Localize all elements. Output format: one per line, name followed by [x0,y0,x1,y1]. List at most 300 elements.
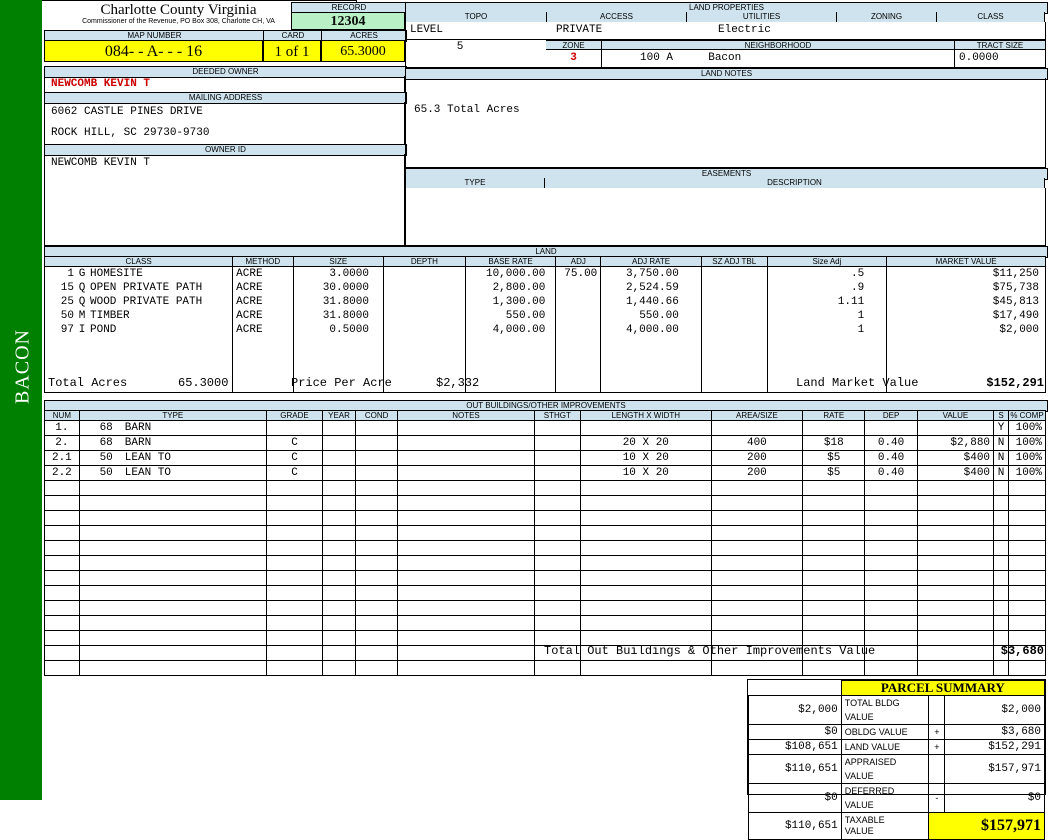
ob-row-blank [45,601,1046,616]
ob-year [323,466,356,481]
land-method: ACRE [233,281,293,295]
green-spine [0,0,42,800]
ob-blank [398,571,534,586]
ob-lxw: 20 X 20 [581,436,711,451]
ob-blank [398,586,534,601]
land-depth [383,295,465,309]
col-access: ACCESS [547,12,687,22]
ob-col-lxw: LENGTH X WIDTH [581,411,711,421]
land-row [45,267,1046,282]
ob-row-blank [45,511,1046,526]
land-adj-rate: 550.00 [601,309,702,323]
land-sz-adj-tbl [701,267,767,282]
ob-blank [917,586,993,601]
ob-blank [803,571,865,586]
ob-blank [711,541,803,556]
ob-total-value: $3,680 [1000,644,1044,658]
ob-blank [398,481,534,496]
ob-total-label: Total Out Buildings & Other Improvements Value [544,644,876,658]
ob-s: N [994,451,1009,466]
ob-blank [45,556,80,571]
ob-blank [266,571,322,586]
ob-row-blank [45,586,1046,601]
zone-columns [546,40,1046,50]
ob-blank [355,496,398,511]
ob-blank [266,556,322,571]
owner-id-header: OWNER ID [44,144,407,156]
land-size: 31.8000 [293,295,383,309]
ob-blank [581,556,711,571]
ob-type: 68 BARN [79,421,266,436]
land-depth [383,267,465,282]
ob-value: $2,880 [917,436,993,451]
ob-blank [917,601,993,616]
total-acres-value: 65.3000 [178,376,229,390]
ob-col-rate: RATE [803,411,865,421]
ob-blank [581,571,711,586]
land-row [45,309,1046,323]
ob-blank [1008,511,1045,526]
ob-blank [994,481,1009,496]
price-per-acre-label: Price Per Acre [291,376,392,390]
ob-type: 50 LEAN TO [79,466,266,481]
ob-blank [994,601,1009,616]
ob-blank [1008,496,1045,511]
map-number-header: MAP NUMBER [44,30,265,42]
ob-blank [266,526,322,541]
land-adj-rate: 1,440.66 [601,295,702,309]
land-method: ACRE [233,295,293,309]
ob-blank [917,661,993,676]
ob-grade [266,421,322,436]
ob-blank [865,586,918,601]
land-section-header: LAND [44,246,1048,258]
val-tract-size: 0.0000 [955,50,1046,68]
parcel-summary-row [749,725,1045,740]
ob-blank [355,511,398,526]
easements-columns [405,178,1046,188]
land-size: 31.8000 [293,309,383,323]
ob-blank [79,616,266,631]
land-table [44,256,1046,393]
ob-blank [994,541,1009,556]
ob-col-dep: DEP [865,411,918,421]
land-market-value-label: Land Market Value [796,376,919,390]
ob-blank [534,481,581,496]
owner-blank-area [44,172,405,246]
ob-blank [994,511,1009,526]
mailing-line-2: ROCK HILL, SC 29730-9730 [51,127,210,139]
ob-blank [711,601,803,616]
land-sz-adj-tbl [701,323,767,337]
land-size: 30.0000 [293,281,383,295]
val-utilities: Electric [718,24,771,36]
ps-right-value: $3,680 [945,725,1045,740]
ob-col-s: S [994,411,1009,421]
ob-blank [45,541,80,556]
ob-blank [994,571,1009,586]
col-zoning: ZONING [837,12,937,22]
parcel-summary-row [749,740,1045,755]
land-method: ACRE [233,323,293,337]
ob-row-blank [45,556,1046,571]
ob-blank [266,496,322,511]
land-row [45,323,1046,337]
ob-blank [45,586,80,601]
ob-row [45,421,1046,436]
parcel-summary-row [749,755,1045,784]
ob-blank [1008,541,1045,556]
ob-blank [323,586,356,601]
ob-blank [994,526,1009,541]
ob-blank [534,571,581,586]
ob-blank [865,526,918,541]
ob-blank [45,526,80,541]
ob-area: 200 [711,451,803,466]
ob-blank [79,661,266,676]
land-size-adj: .5 [767,267,887,282]
val-zone: 3 [546,50,602,68]
ob-blank [865,601,918,616]
land-adj-rate: 3,750.00 [601,267,702,282]
ps-label: LAND VALUE [841,740,929,755]
ob-blank [865,661,918,676]
land-col-adj: ADJ [556,257,601,267]
mailing-address-header: MAILING ADDRESS [44,92,407,104]
land-market-value: $152,291 [986,376,1044,390]
ob-blank [711,661,803,676]
ps-left-value: $110,651 [749,755,842,784]
ps-operator [929,755,945,784]
land-market-value: $75,738 [887,281,1046,295]
ob-blank [865,511,918,526]
deeded-owner-value: NEWCOMB KEVIN T [44,76,405,92]
land-row [45,295,1046,309]
ob-rate: $5 [803,451,865,466]
land-adj [556,323,601,337]
ob-blank [803,556,865,571]
ob-blank [266,661,322,676]
ob-row-blank [45,496,1046,511]
land-method: ACRE [233,267,293,282]
ob-blank [534,661,581,676]
ob-grade: C [266,436,322,451]
ob-blank [917,616,993,631]
ob-comp: 100% [1008,451,1045,466]
ob-blank [581,661,711,676]
ob-lxw: 10 X 20 [581,466,711,481]
land-depth [383,323,465,337]
parcel-summary-header-row [749,681,1045,696]
ob-blank [45,601,80,616]
out-buildings-total-row [48,643,1044,659]
ob-blank [917,511,993,526]
spine-label: BACON [11,329,34,405]
land-sz-adj-tbl [701,309,767,323]
val-access: PRIVATE [556,24,603,36]
ps-right-value: $152,291 [945,740,1045,755]
ob-blank [79,496,266,511]
neighborhood-name: Bacon [708,52,742,64]
ob-blank [917,571,993,586]
deeded-owner-header: DEEDED OWNER [44,66,407,78]
col-topo: TOPO [405,12,547,22]
land-col-size-adj: Size Adj [767,257,887,267]
ob-type: 68 BARN [79,436,266,451]
ob-blank [534,616,581,631]
ob-blank [581,601,711,616]
land-market-value: $45,813 [887,295,1046,309]
ob-blank [323,601,356,616]
ob-blank [581,526,711,541]
ob-blank [917,556,993,571]
ob-num: 2.1 [45,451,80,466]
ob-row-blank [45,571,1046,586]
easements-header: EASEMENTS [405,168,1048,180]
ob-blank [1008,601,1045,616]
ob-blank [323,496,356,511]
parcel-summary [747,679,1046,836]
ob-blank [865,541,918,556]
map-number-value: 084- - A- - - 16 [44,40,263,62]
ob-blank [581,586,711,601]
ob-blank [803,496,865,511]
ob-blank [79,541,266,556]
ob-blank [398,556,534,571]
ob-num: 1. [45,421,80,436]
land-class: 15 Q OPEN PRIVATE PATH [45,281,233,295]
ob-sthgt [534,466,581,481]
acres-value: 65.3000 [321,40,405,62]
county-name: Charlotte County Virginia [100,2,257,18]
val-class: 5 [456,41,464,53]
ob-blank [534,526,581,541]
land-size: 0.5000 [293,323,383,337]
land-base-rate: 2,800.00 [465,281,556,295]
col-easement-type: TYPE [405,178,545,188]
ob-blank [1008,556,1045,571]
ob-blank [534,601,581,616]
land-properties-left-filler [405,40,547,68]
parcel-summary-title: PARCEL SUMMARY [841,681,1044,696]
mailing-address-block [44,102,405,144]
ob-blank [1008,571,1045,586]
ob-value [917,421,993,436]
ob-row [45,451,1046,466]
land-size-adj: 1 [767,323,887,337]
ob-blank [711,481,803,496]
land-col-class: CLASS [45,257,233,267]
ob-row-blank [45,481,1046,496]
ob-grade: C [266,466,322,481]
ob-blank [79,511,266,526]
ps-left-value: $0 [749,784,842,813]
ob-dep: 0.40 [865,436,918,451]
ob-area: 200 [711,466,803,481]
ob-blank [581,496,711,511]
ps-right-value: $0 [945,784,1045,813]
card-value: 1 of 1 [263,40,321,62]
ob-blank [266,481,322,496]
land-base-rate: 1,300.00 [465,295,556,309]
out-buildings-table [44,410,1046,676]
ob-blank [398,511,534,526]
land-depth [383,281,465,295]
ob-dep: 0.40 [865,451,918,466]
card-header: CARD [263,30,323,42]
ob-lxw: 10 X 20 [581,451,711,466]
land-market-value: $11,250 [887,267,1046,282]
ob-notes [398,466,534,481]
land-row-blank [45,337,1046,351]
ps-left-value: $2,000 [749,696,842,725]
ob-comp: 100% [1008,436,1045,451]
ob-blank [1008,481,1045,496]
land-notes-header: LAND NOTES [405,68,1048,80]
owner-id-value: NEWCOMB KEVIN T [44,154,405,172]
col-tract-size: TRACT SIZE [955,40,1046,50]
land-class: 50 M TIMBER [45,309,233,323]
ob-row-blank [45,526,1046,541]
ob-cond [355,436,398,451]
ob-blank [323,571,356,586]
ob-lxw [581,421,711,436]
ob-blank [79,481,266,496]
ob-blank [534,586,581,601]
ob-blank [45,481,80,496]
ob-blank [266,586,322,601]
ob-col-year: YEAR [323,411,356,421]
land-base-rate: 4,000.00 [465,323,556,337]
ob-blank [79,601,266,616]
ps-taxable-left: $110,651 [749,813,842,840]
ob-blank [865,616,918,631]
col-class: CLASS [937,12,1045,22]
ob-blank [398,526,534,541]
ob-blank [917,496,993,511]
ob-blank [45,511,80,526]
ob-blank [865,571,918,586]
col-zone: ZONE [546,40,602,50]
col-easement-description: DESCRIPTION [545,178,1045,188]
ob-comp: 100% [1008,421,1045,436]
ob-row-blank [45,541,1046,556]
zone-values [546,50,1046,68]
land-col-market-value: MARKET VALUE [887,257,1046,267]
ob-blank [581,481,711,496]
parcel-summary-row [749,784,1045,813]
ob-blank [803,586,865,601]
ob-s: N [994,436,1009,451]
land-properties-header: LAND PROPERTIES [405,2,1048,14]
acres-header: ACRES [321,30,407,42]
ob-notes [398,451,534,466]
ob-blank [355,481,398,496]
ob-blank [398,661,534,676]
ob-blank [711,586,803,601]
ob-row-blank [45,661,1046,676]
ob-blank [323,481,356,496]
ob-blank [398,601,534,616]
ob-blank [355,571,398,586]
ob-blank [355,526,398,541]
ob-blank [1008,526,1045,541]
land-depth [383,309,465,323]
ob-blank [323,511,356,526]
land-base-rate: 550.00 [465,309,556,323]
val-neighborhood [602,50,955,68]
land-base-rate: 10,000.00 [465,267,556,282]
ob-s: Y [994,421,1009,436]
ob-year [323,436,356,451]
ob-blank [711,616,803,631]
ps-label: OBLDG VALUE [841,725,929,740]
ob-blank [581,511,711,526]
ps-label: APPRAISED VALUE [841,755,929,784]
ob-col-grade: GRADE [266,411,322,421]
land-col-size: SIZE [293,257,383,267]
ob-blank [994,586,1009,601]
ob-blank [45,496,80,511]
ob-blank [323,661,356,676]
land-row [45,281,1046,295]
ob-blank [45,616,80,631]
ob-blank [917,526,993,541]
land-sz-adj-tbl [701,281,767,295]
ob-blank [994,556,1009,571]
land-adj-rate: 4,000.00 [601,323,702,337]
ob-blank [398,496,534,511]
ob-blank [79,556,266,571]
ob-blank [803,616,865,631]
ob-num: 2. [45,436,80,451]
ob-s: N [994,466,1009,481]
ob-value: $400 [917,466,993,481]
ps-left-value: $108,651 [749,740,842,755]
col-neighborhood: NEIGHBORHOOD [602,40,955,50]
ps-right-value: $2,000 [945,696,1045,725]
ob-blank [803,601,865,616]
neighborhood-code: 100 A [640,52,674,64]
ob-blank [45,661,80,676]
ob-blank [355,616,398,631]
land-adj: 75.00 [556,267,601,282]
ob-col-area: AREA/SIZE [711,411,803,421]
ob-blank [865,556,918,571]
ob-blank [355,601,398,616]
ob-blank [711,556,803,571]
ob-col-cond: COND [355,411,398,421]
ps-label: TOTAL BLDG VALUE [841,696,929,725]
ob-blank [534,541,581,556]
ob-blank [398,616,534,631]
easements-body [405,188,1046,246]
land-table-header-row [45,257,1046,267]
ob-blank [711,496,803,511]
land-col-base-rate: BASE RATE [465,257,556,267]
ob-blank [45,571,80,586]
ps-operator [929,696,945,725]
ob-rate: $18 [803,436,865,451]
ob-blank [917,481,993,496]
ob-sthgt [534,451,581,466]
ob-blank [803,661,865,676]
ps-operator: + [929,740,945,755]
land-method: ACRE [233,309,293,323]
land-adj [556,281,601,295]
ob-area [711,421,803,436]
ob-dep: 0.40 [865,466,918,481]
